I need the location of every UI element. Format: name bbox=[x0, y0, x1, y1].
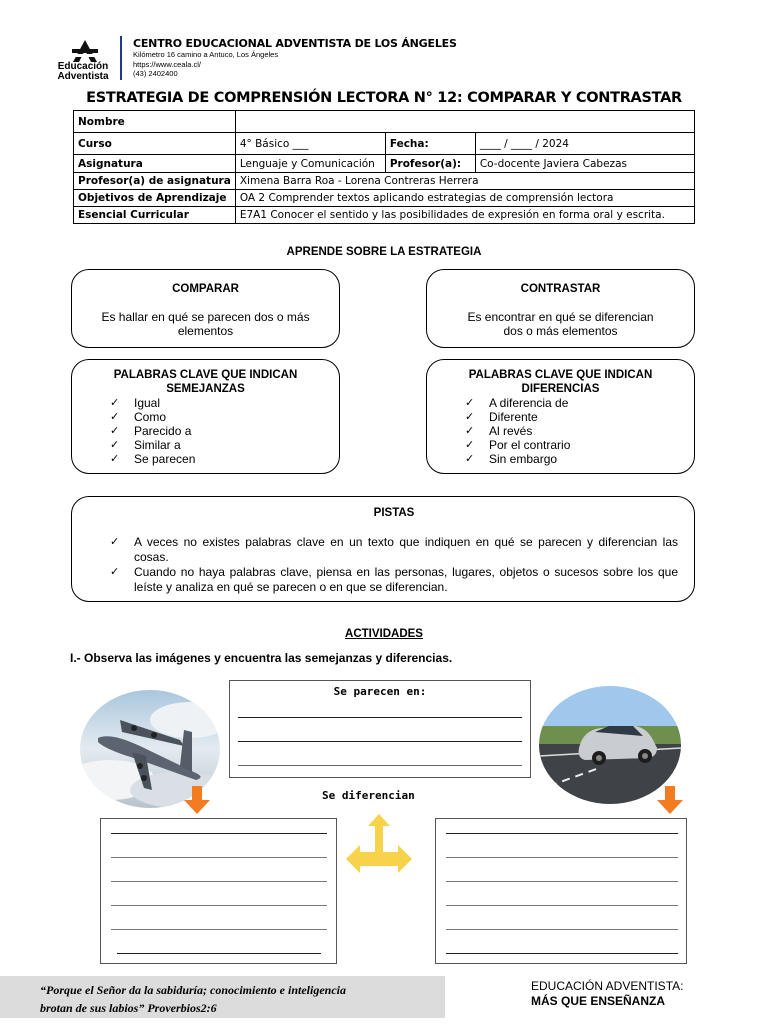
objetivos-label: Objetivos de Aprendizaje bbox=[74, 190, 236, 207]
list-item bbox=[110, 565, 678, 595]
list-item-text: Cuando no haya palabras clave, piensa en las personas, lugares, objetos o sucesos sobre los que leíste y analiza en qué se parecen o en que se diferencian. bbox=[134, 565, 678, 594]
logo-text bbox=[48, 62, 118, 82]
list-item-text: A veces no existes palabras clave en un texto que indiquen en qué se parecen y diferencian las cosas. bbox=[134, 535, 678, 564]
prof-asignatura-label: Profesor(a) de asignatura bbox=[74, 173, 236, 190]
list-item-text: Diferente bbox=[489, 410, 538, 424]
answer-line[interactable] bbox=[446, 929, 678, 930]
header-divider bbox=[120, 36, 122, 80]
page-title: ESTRATEGIA DE COMPRENSIÓN LECTORA N° 12: COMPARAR Y CONTRASTAR bbox=[86, 90, 682, 106]
contrastar-text-2: dos o más elementos bbox=[503, 324, 618, 338]
fecha-label: Fecha: bbox=[385, 133, 475, 155]
comparar-text-2: elementos bbox=[177, 324, 234, 338]
list-item bbox=[465, 410, 694, 424]
prof-asignatura-value: Ximena Barra Roa - Lorena Contreras Herrera bbox=[235, 173, 694, 190]
answer-line[interactable] bbox=[238, 741, 522, 742]
footer-brand bbox=[531, 979, 683, 1009]
contrastar-title: CONTRASTAR bbox=[520, 283, 601, 295]
list-item-text: Sin embargo bbox=[489, 452, 558, 466]
semejanzas-title-1: PALABRAS CLAVE QUE INDICAN bbox=[113, 369, 298, 381]
arrow-down-icon bbox=[184, 786, 210, 814]
pistas-box bbox=[71, 496, 695, 602]
left-differences-box[interactable] bbox=[100, 818, 337, 964]
check-icon: ✓ bbox=[465, 453, 475, 465]
quote-line-2: brotan de sus labios” Proverbios2:6 bbox=[40, 1001, 217, 1015]
answer-line[interactable] bbox=[111, 833, 327, 834]
brand-line-1: EDUCACIÓN ADVENTISTA: bbox=[531, 979, 684, 993]
comparar-title: COMPARAR bbox=[172, 283, 239, 295]
pistas-title: PISTAS bbox=[373, 507, 415, 519]
check-icon: ✓ bbox=[110, 425, 120, 437]
semejanzas-list bbox=[110, 396, 339, 466]
list-item bbox=[110, 452, 339, 466]
nombre-label: Nombre bbox=[74, 111, 236, 133]
arrow-down-icon bbox=[657, 786, 683, 814]
school-address: Kilómetro 16 camino a Antuco, Los Ángeles bbox=[133, 50, 279, 59]
profesor-value: Co-docente Javiera Cabezas bbox=[475, 155, 694, 173]
diferencias-title-1: PALABRAS CLAVE QUE INDICAN bbox=[468, 369, 653, 381]
school-name: CENTRO EDUCACIONAL ADVENTISTA DE LOS ÁNGELES bbox=[133, 37, 457, 50]
right-differences-box[interactable] bbox=[435, 818, 687, 964]
check-icon: ✓ bbox=[110, 411, 120, 423]
similarities-label: Se parecen en: bbox=[333, 685, 427, 698]
esencial-label: Esencial Curricular bbox=[74, 207, 236, 224]
answer-line[interactable] bbox=[446, 953, 678, 954]
logo-line-2: Adventista bbox=[57, 71, 109, 82]
list-item-text: Similar a bbox=[134, 438, 181, 452]
check-icon: ✓ bbox=[465, 439, 475, 451]
comparar-box bbox=[71, 269, 340, 348]
check-icon: ✓ bbox=[110, 397, 120, 409]
semejanzas-title-2: SEMEJANZAS bbox=[166, 383, 245, 395]
adventist-logo-icon bbox=[70, 40, 100, 62]
objetivos-value: OA 2 Comprender textos aplicando estrategias de comprensión lectora bbox=[235, 190, 694, 207]
contrastar-box bbox=[426, 269, 695, 348]
list-item bbox=[110, 438, 339, 452]
answer-line[interactable] bbox=[238, 717, 522, 718]
answer-line[interactable] bbox=[111, 881, 327, 882]
comparar-text-1: Es hallar en qué se parecen dos o más bbox=[101, 310, 310, 324]
list-item-text: Como bbox=[134, 410, 167, 424]
school-website[interactable]: https://www.ceala.cl/ bbox=[133, 59, 201, 69]
curso-value[interactable]: 4° Básico ___ bbox=[235, 133, 385, 155]
answer-line[interactable] bbox=[238, 765, 522, 766]
similarities-box[interactable] bbox=[229, 680, 531, 778]
asignatura-label: Asignatura bbox=[74, 155, 236, 173]
answer-line[interactable] bbox=[111, 857, 327, 858]
check-icon: ✓ bbox=[465, 411, 475, 423]
list-item-text: Por el contrario bbox=[489, 438, 571, 452]
fecha-value[interactable]: ____ / ____ / 2024 bbox=[475, 133, 694, 155]
profesor-label: Profesor(a): bbox=[385, 155, 475, 173]
answer-line[interactable] bbox=[446, 881, 678, 882]
list-item bbox=[110, 396, 339, 410]
info-table bbox=[73, 110, 695, 224]
contrastar-text-1: Es encontrar en qué se diferencian bbox=[467, 310, 654, 324]
quote-line-1: “Porque el Señor da la sabiduría; conocimiento e inteligencia bbox=[40, 983, 346, 997]
differences-label: Se diferencian bbox=[322, 789, 415, 802]
answer-line[interactable] bbox=[111, 905, 327, 906]
diferencias-box bbox=[426, 359, 695, 474]
check-icon: ✓ bbox=[110, 453, 120, 465]
list-item bbox=[110, 535, 678, 565]
semejanzas-box bbox=[71, 359, 340, 474]
list-item-text: Al revés bbox=[489, 424, 533, 438]
school-phone: (43) 2402400 bbox=[133, 69, 178, 78]
diferencias-list bbox=[465, 396, 694, 466]
pistas-list bbox=[110, 535, 678, 595]
logo-line-1: Educación bbox=[57, 61, 109, 72]
answer-line[interactable] bbox=[117, 953, 321, 954]
curso-label: Curso bbox=[74, 133, 236, 155]
answer-line[interactable] bbox=[111, 929, 327, 930]
answer-line[interactable] bbox=[446, 905, 678, 906]
learn-title: APRENDE SOBRE LA ESTRATEGIA bbox=[286, 246, 482, 258]
footer-quote bbox=[0, 976, 445, 1018]
list-item bbox=[110, 424, 339, 438]
list-item-text: Se parecen bbox=[134, 452, 196, 466]
brand-line-2: MÁS QUE ENSEÑANZA bbox=[531, 994, 666, 1008]
check-icon: ✓ bbox=[465, 425, 475, 437]
list-item-text: Parecido a bbox=[134, 424, 192, 438]
check-icon: ✓ bbox=[110, 439, 120, 451]
asignatura-value: Lenguaje y Comunicación bbox=[235, 155, 385, 173]
list-item bbox=[110, 410, 339, 424]
activities-instruction: I.- Observa las imágenes y encuentra las semejanzas y diferencias. bbox=[70, 651, 453, 665]
list-item bbox=[465, 396, 694, 410]
answer-line[interactable] bbox=[446, 833, 678, 834]
check-icon: ✓ bbox=[110, 536, 120, 548]
diferencias-title-2: DIFERENCIAS bbox=[521, 383, 600, 395]
activities-title: ACTIVIDADES bbox=[345, 628, 423, 640]
esencial-value: E7A1 Conocer el sentido y las posibilidades de expresión en forma oral y escrita. bbox=[235, 207, 694, 224]
list-item bbox=[465, 424, 694, 438]
check-icon: ✓ bbox=[110, 566, 120, 578]
list-item bbox=[465, 438, 694, 452]
three-way-arrow-icon bbox=[346, 814, 412, 874]
check-icon: ✓ bbox=[465, 397, 475, 409]
list-item bbox=[465, 452, 694, 466]
list-item-text: A diferencia de bbox=[489, 396, 569, 410]
list-item-text: Igual bbox=[134, 396, 161, 410]
nombre-field[interactable] bbox=[235, 111, 694, 133]
answer-line[interactable] bbox=[446, 857, 678, 858]
